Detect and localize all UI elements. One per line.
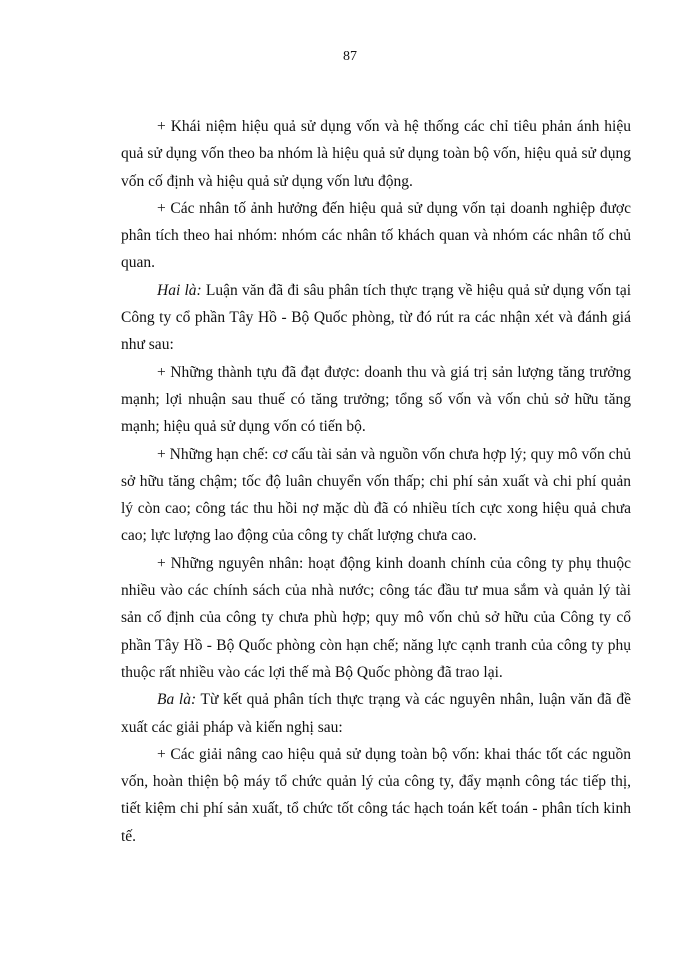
paragraph-text: + Khái niệm hiệu quả sử dụng vốn và hệ thống các chỉ tiêu phản ánh hiệu quả sử dụng vốn theo ba nhóm là hiệu quả sử dụng toàn bộ vốn, hiệu quả sử dụng vốn cố định và hiệu quả sử dụng vốn lưu động. xyxy=(121,118,631,190)
paragraph-solutions xyxy=(121,741,631,850)
paragraph-lead-italic: Hai là: xyxy=(157,281,202,299)
paragraph-third xyxy=(121,686,631,741)
paragraph-text: Từ kết quả phân tích thực trạng và các nguyên nhân, luận văn đã đề xuất các giải pháp và kiến nghị sau: xyxy=(121,691,631,736)
paragraph-achievements xyxy=(121,359,631,441)
paragraph-text: + Những hạn chế: cơ cấu tài sản và nguồn vốn chưa hợp lý; quy mô vốn chủ sở hữu tăng chậm; tốc độ luân chuyển vốn thấp; chi phí sản xuất và chi phí quản lý còn cao; công tác thu hồi nợ mặc dù đã có nhiều tích cực xong hiệu quả chưa cao; lực lượng lao động của công ty chất lượng chưa cao. xyxy=(121,445,631,545)
paragraph-concepts xyxy=(121,113,631,195)
page-number: 87 xyxy=(343,49,357,64)
paragraph-text: + Các nhân tố ảnh hưởng đến hiệu quả sử dụng vốn tại doanh nghiệp được phân tích theo hai nhóm: nhóm các nhân tố khách quan và nhóm các nhân tố chủ quan. xyxy=(121,199,631,272)
paragraph-limitations xyxy=(121,441,631,550)
paragraph-text: Luận văn đã đi sâu phân tích thực trạng về hiệu quả sử dụng vốn tại Công ty cổ phần Tây Hồ - Bộ Quốc phòng, từ đó rút ra các nhận xét và đánh giá như sau: xyxy=(121,281,631,354)
paragraph-text: + Những nguyên nhân: hoạt động kinh doanh chính của công ty phụ thuộc nhiều vào các chính sách của nhà nước; công tác đầu tư mua sắm và quản lý tài sản cố định của công ty chưa phù hợp; quy mô vốn chủ sở hữu của Công ty cổ phần Tây Hồ - Bộ Quốc phòng còn hạn chế; năng lực cạnh tranh của công ty phụ thuộc rất nhiều vào các lợi thế mà Bộ Quốc phòng đã trao lại. xyxy=(121,554,631,681)
paragraph-second xyxy=(121,277,631,359)
paragraph-text: + Những thành tựu đã đạt được: doanh thu và giá trị sản lượng tăng trưởng mạnh; lợi nhuận sau thuế có tăng trưởng; tổng số vốn và vốn chủ sở hữu tăng mạnh; hiệu quả sử dụng vốn có tiến bộ. xyxy=(121,363,631,436)
body-text xyxy=(121,113,631,850)
paragraph-causes xyxy=(121,550,631,686)
paragraph-lead-italic: Ba là: xyxy=(157,691,197,709)
paragraph-text: + Các giải nâng cao hiệu quả sử dụng toàn bộ vốn: khai thác tốt các nguồn vốn, hoàn thiện bộ máy tổ chức quản lý của công ty, đẩy mạnh công tác tiếp thị, tiết kiệm chi phí sản xuất, tổ chức tốt công tác hạch toán kết toán - phân tích kinh tế. xyxy=(121,745,631,845)
paragraph-factors xyxy=(121,195,631,277)
